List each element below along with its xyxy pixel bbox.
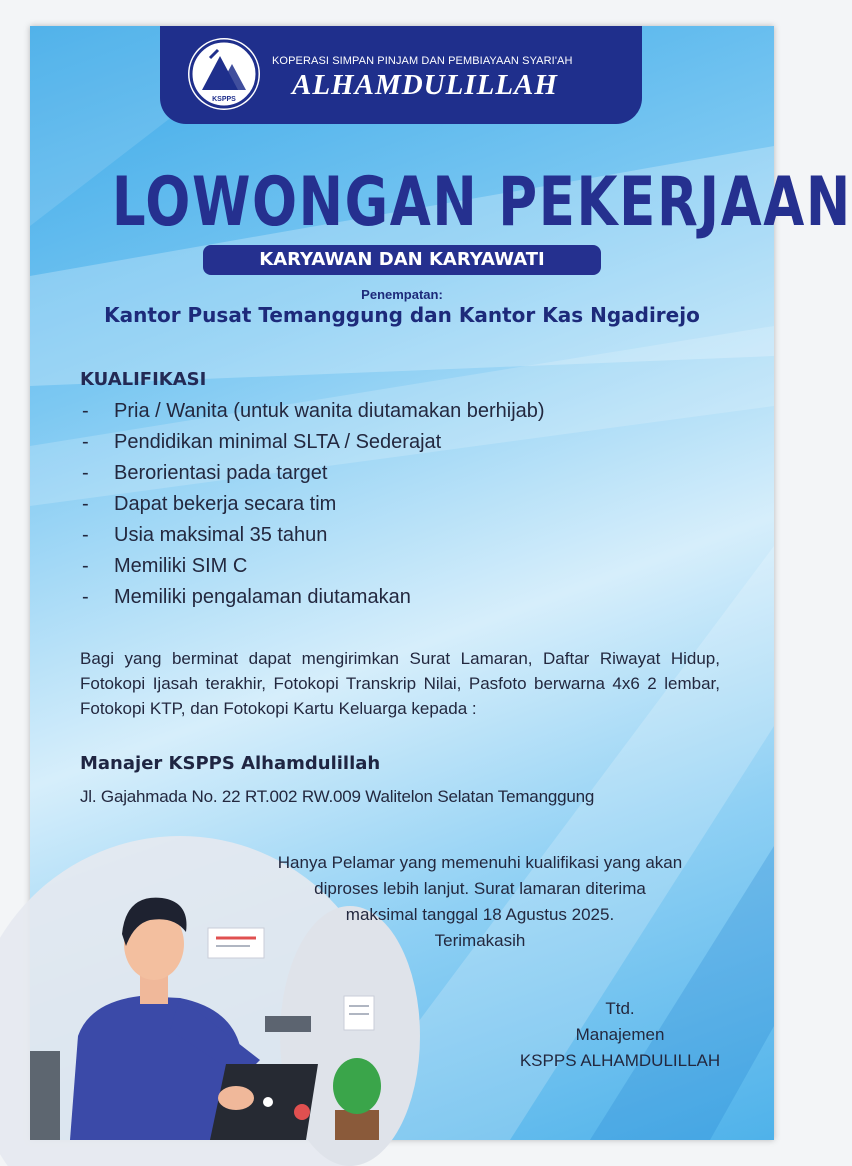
closing-note bbox=[230, 850, 730, 954]
kspps-logo bbox=[188, 38, 260, 110]
organization-type: KOPERASI SIMPAN PINJAM DAN PEMBIAYAAN SYARI'AH bbox=[272, 55, 573, 67]
qualification-item: - Memiliki pengalaman diutamakan bbox=[80, 582, 545, 613]
qualifications-heading: KUALIFIKASI bbox=[80, 369, 207, 390]
recipient-name: Manajer KSPPS Alhamdulillah bbox=[80, 753, 381, 774]
qualification-item: - Berorientasi pada target bbox=[80, 458, 545, 489]
note-line: Terimakasih bbox=[434, 931, 526, 950]
signature-block bbox=[500, 996, 740, 1074]
poster-title: LOWONGAN PEKERJAAN bbox=[111, 163, 852, 242]
qualification-item: - Pria / Wanita (untuk wanita diutamakan berhijab) bbox=[80, 396, 545, 427]
position-badge: KARYAWAN DAN KARYAWATI bbox=[203, 245, 601, 275]
header-banner bbox=[160, 26, 642, 124]
qualification-item: - Pendidikan minimal SLTA / Sederajat bbox=[80, 427, 545, 458]
note-line: maksimal tanggal 18 Agustus 2025. bbox=[345, 905, 615, 924]
placement-location: Kantor Pusat Temanggung dan Kantor Kas Ngadirejo bbox=[104, 303, 700, 327]
qualification-item: - Dapat bekerja secara tim bbox=[80, 489, 545, 520]
qualification-item: - Memiliki SIM C bbox=[80, 551, 545, 582]
job-poster bbox=[30, 26, 852, 1140]
recipient-address: Jl. Gajahmada No. 22 RT.002 RW.009 Walitelon Selatan Temanggung bbox=[80, 787, 595, 806]
note-line: diproses lebih lanjut. Surat lamaran diterima bbox=[314, 879, 646, 898]
signature-line: KSPPS ALHAMDULILLAH bbox=[519, 1051, 721, 1070]
signature-line: Manajemen bbox=[575, 1025, 665, 1044]
signature-line: Ttd. bbox=[605, 999, 635, 1018]
qualification-item: - Usia maksimal 35 tahun bbox=[80, 520, 545, 551]
logo-text: KSPPS bbox=[212, 96, 236, 103]
qualifications-list bbox=[80, 396, 545, 613]
organization-name: ALHAMDULILLAH bbox=[292, 69, 558, 101]
placement-label: Penempatan: bbox=[361, 287, 443, 302]
application-instructions: Bagi yang berminat dapat mengirimkan Surat Lamaran, Daftar Riwayat Hidup, Fotokopi Ijasah terakhir, Fotokopi Transkrip Nilai, Pasfoto berwarna 4x6 2 lembar, Fotokopi KTP, dan Fotokopi Kartu Keluarga kepada : bbox=[80, 649, 720, 718]
note-line: Hanya Pelamar yang memenuhi kualifikasi yang akan bbox=[277, 853, 683, 872]
